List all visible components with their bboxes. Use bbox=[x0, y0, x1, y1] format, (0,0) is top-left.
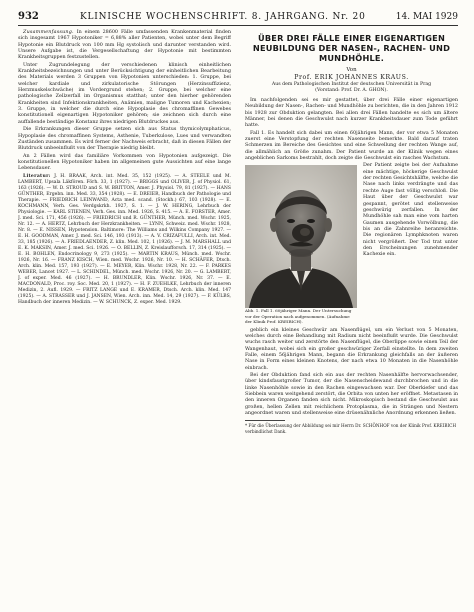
figure-block bbox=[245, 162, 357, 326]
footnote-rule bbox=[245, 420, 285, 421]
body-paragraph: geblich ein kleines Geschwür am Nasenflügel, um ein Verlust von 5 Monaten, welches durch eine Behandlung mit Radium nicht beeinflußt wurde. Die Geschwulst wuchs rasch weiter und zerstörte den Nasenflügel, die Oberlippe sowie einen Teil der Wangenhaut, wobei sich ein großer geschwüriger Zerfall einstellte. In dem zweiten Falle, einem 56jährigen Mann, begann die Erkrankung gleichfalls an der äußeren Nase in Form eines kleinen Knotens, der nach etwa 10 Monaten in die Nasenhöhle einbrach. bbox=[245, 326, 458, 371]
patient-photo bbox=[245, 165, 357, 308]
left-column bbox=[18, 29, 231, 607]
summary-text: In einem 28600 Fälle umfassenden Krankenmaterial finden sich insgesamt 1967 Hypotoniker = 6,88% aller Patienten, wobei unter dem Begriff Hypotonie ein Blutdruck von 100 mm Hg systolisch und darunter verstanden wird. Unsere Aufgabe ist, die Vergesellschaftung der Hypotonie mit bestimmten Krankheitsgruppen festzustellen. bbox=[18, 29, 231, 61]
article-body bbox=[245, 97, 458, 161]
article-von: Von bbox=[346, 67, 357, 73]
journal-title: KLINISCHE WOCHENSCHRIFT. 8. JAHRGANG. Nr. 20 bbox=[80, 12, 366, 22]
literature-text: J. H. BRAAK, Arch. int. Med. 35, 152 (1925). — A. STEELE und M. LAMBERT, Upsala Läkfören. Förh. 33, 1 (1927). — BRIGGS und OLIVER, J. of Physiol. 61, 163 (1926). — W. D. STROUD and S. W. BRITTON, Amer. J. Physiol. 79, 81 (1927). — HANS GÜNTHER, Ergebn. inn. Med. 33, 354 (1928). — E. DREIER, Handbuch der Pathologie und Therapie. — FRIEDRICH LEINWAND, Acta med. scand. (Stockh.) 67, 103 (1928). — E. KOCHMANN, Verh. Ges. Verdgskrkh. 1927, S. 1. — J. W. HERING, Lehrbuch der Physiologie. — KARL STIENEN, Verh. Ges. inn. Med. 1926, S. 415. — A. E. FORSTER, Amer. J. med. Sci. 171, 456 (1926). — FRIEDRICH und R. GÜNTHER, Münch. med. Wschr. 1925, Nr. 12. — A. HERTZ, Lehrbuch der Herzkrankheiten. — LYNN, Schweiz. med. Wschr. 1928, Nr. 8. — E. NISSEN, Hypotension. Baltimore: The Williams and Wilkins Company 1927. — E. H. GOODMAN, Amer. J. med. Sci. 146, 193 (1913). — A. V. CRIZAFULLI, Arch. int. Med. 33, 185 (1926). — A. FRIEDLAENDER, Z. klin. Med. 102, 1 (1926). — J. M. MARSHALL und E. K. MAKSIN, Amer. J. med. Sci. 1926. — O. BELLIN, Z. Kreislaufforsch. 17, 314 (1925). — E. H. BOHLEN, Endocrinology 9, 273 (1925). — MARTIN KRAUS, Münch. med. Wschr. 1926, Nr. 16. — FRANZ KISCH, Wien. med. Wschr. 1926, Nr. 10. — H. SCHÄFER, Dtsch. Arch. klin. Med. 157, 193 (1927). — E. MEYER, Klin. Wschr. 1928, Nr. 22. — F. PARKES WEBER, Lancet 1927. — L. SCHINDEL, Münch. med. Wschr. 1926, Nr. 20. — G. LAMBERT, J. of exper. Med. 46 (1927). — H. BRUNDLER, Klin. Wschr. 1926, Nr. 37. — E. MACDONALD, Proc. roy. Soc. Med. 20, 1 (1927). — H. F. ZUEHLKE, Lehrbuch der inneren Medizin, 2. Aufl. 1929. — FRITZ LANGE und E. KRAMER, Dtsch. Arch. klin. Med. 147 (1925). — A. STRASSER und J. JANSEN, Wien. Arch. inn. Med. 14, 29 (1927). — F. KÜLBS, Handbuch der inneren Medizin. — W. SCHUNCK, Z. exper. Med. 1929. bbox=[18, 173, 231, 305]
summary-lead: Zusammenfassung. bbox=[23, 29, 74, 35]
body-paragraph: Unter Zugrundelegung der verschiedenen klinisch einheitlichen Krankheitsbezeichnungen und unter Berücksichtigung der einheitlichen Bearbeitung des Materials werden 3 Gruppen von Hypotonien unterschieden: 1. Gruppe, bei welcher kardiale und zirkulatorische Störungen (Herzinsuffizienz, Herzmuskelschwäche) im Vordergrund stehen; 2. Gruppe, bei welcher eine pathologische Zellzerfall im Organismus statthat; unter den hierher gehörenden Krankheiten sind Infektionskrankheiten, Anämien, maligne Tumoren und Kachexien; 3. Gruppe, in welcher die durch eine Hypoplasie des chromaffinen Gewebes konstitutionell eigenartigen Hypotoniker gehören; sie zeichnen sich durch eine auffallende beständige Konstanz ihres niedrigen Blutdruckes aus. bbox=[18, 61, 231, 125]
body-paragraph: Bei der Obduktion fand sich ein aus der rechten Nasenhälfte hervorwachsender, über kindsfaustgroßer Tumor, der die Nasenscheidewand durchbrochen und in die linke Nasenhöhle sowie in den Rachen eingewachsen war. Der Oberkiefer und das Siebbein waren weitgehend zerstört, die Orbita von unten her eröffnet. Metastasen in den inneren Organen fanden sich nicht. Mikroskopisch bestand die Geschwulst aus großen, hellen Zellen mit reichlichem Protoplasma, die in Strängen und Nestern angeordnet waren und stellenweise eine drüsenähnliche Anordnung erkennen ließen. bbox=[245, 372, 458, 417]
case-paragraph: Fall 1. Es handelt sich dabei um einen 60jährigen Mann, der vor etwa 5 Monaten zuerst eine Verstopfung der rechten Nasenseite bemerkte. Bald darauf traten Schmerzen im Bereiche des Gesichtes und eine Schwellung der rechten Wange auf, die allmählich an Größe zunahm. Der Patient wurde an der Klinik wegen eines angeblichen Sarkoms bestrahlt, doch zeigte die Geschwulst ein rasches Wachstum. bbox=[245, 129, 458, 162]
intro-paragraph: Im nachfolgenden sei es mir gestattet, über drei Fälle einer eigenartigen Neubildung der Nasen-, Rachen- und Mundhöhle zu berichten, die in den Jahren 1912 bis 1928 zur Obduktion gelangten. Bei allen drei Fällen handelte es sich um ältere Männer, bei denen die Geschwulst nach kurzer Krankheitsdauer zum Tode geführt hatte. bbox=[245, 97, 458, 129]
footnote: * Für die Überlassung der Abbildung sei mir Herrn Dr. SCHÖNHOF von der Klinik Prof. KREIBICH verbindlichst Dank. bbox=[245, 423, 456, 434]
page-number: 932 bbox=[18, 11, 39, 22]
article-author: Prof. ERIK JOHANNES KRAUS. bbox=[294, 74, 409, 81]
issue-date: 14. MAI 1929 bbox=[395, 12, 458, 22]
literature-label: Literatur: bbox=[23, 173, 51, 179]
body-paragraph: An 2 Fällen wird das familiäre Vorkommen von Hypotonien aufgezeigt. Die konstitutionellen Hypotoniker haben im allgemeinen gute Aussichten auf eine lange Lebensdauer. bbox=[18, 152, 231, 172]
running-header bbox=[18, 10, 458, 24]
article-affiliation: Aus dem Pathologischen Institut der deutschen Universität in Prag bbox=[271, 82, 432, 87]
figure-caption: Abb. 1. Fall 1. 60jähriger Mann. Der Untersuchung vor der Operation nach aufgenommen. (Aufnahme der Klinik Prof. KREIBICH). bbox=[245, 308, 352, 325]
body-paragraph: Die Erkrankungen dieser Gruppe setzen sich aus Status thymicolymphaticus, Hypoplasie des chromaffinen Systems, Asthenie, Tuberkulose, Lues und verwandten Zuständen zusammen. Es wird ferner der Nachweis erbracht, daß in diesen Fällen der Blutdruck unbeeinflußt von der Therapie niedrig bleibt. bbox=[18, 126, 231, 152]
literature-list bbox=[18, 174, 231, 306]
article-body-continued bbox=[245, 327, 458, 417]
header-rule bbox=[18, 25, 458, 26]
right-column bbox=[245, 29, 458, 607]
article-title: ÜBER DREI FÄLLE EINER EIGENARTIGEN NEUBILDUNG DER NASEN-, RACHEN- UND MUNDHÖHLE. bbox=[252, 33, 451, 63]
summary-paragraph bbox=[18, 29, 231, 61]
figure-side-text: Der Patient zeigte bei der Aufnahme eine mächtige, höckerige Geschwulst der rechten Gesichtshälfte, welche die Nase nach links verdrängte und das rechte Auge fast völlig verschloß. Die Haut über der Geschwulst war gespannt, gerötet und stellenweise geschwürig zerfallen. In der Mundhöhle sah man eine vom harten Gaumen ausgehende Vorwölbung, die bis an die Zahnreihe heranreichte. Die regionären Lymphknoten waren nicht vergrößert. Der Tod trat unter den Erscheinungen zunehmender Kachexie ein. bbox=[363, 162, 458, 258]
article-head: (Vorstand: Prof. Dr. A. GHON). bbox=[315, 88, 388, 93]
patient-photo-image bbox=[245, 165, 357, 308]
